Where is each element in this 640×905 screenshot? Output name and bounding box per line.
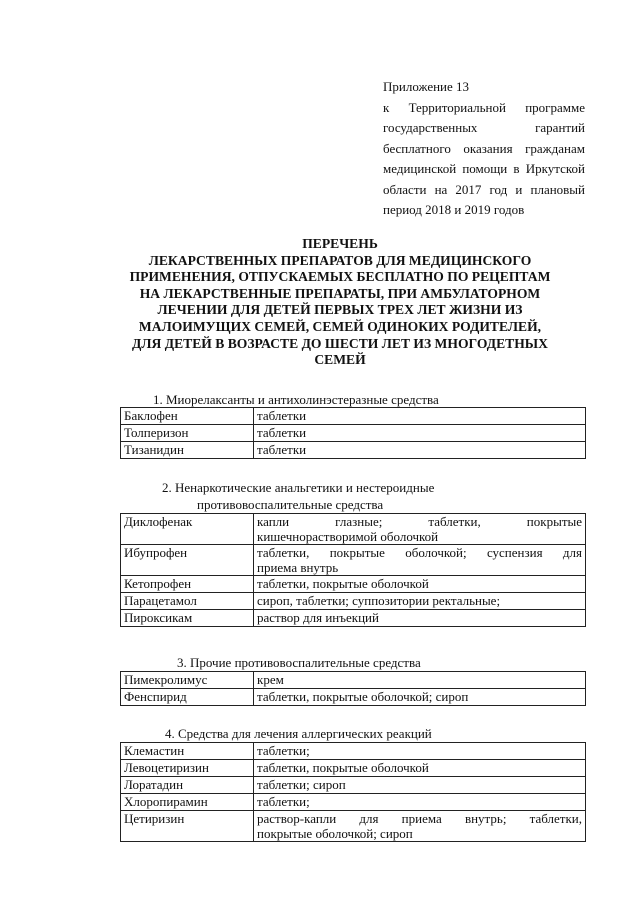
table-row	[121, 576, 586, 593]
appendix-number: Приложение 13	[383, 79, 470, 94]
section-2-heading-cont: противовоспалительные средства	[197, 497, 384, 512]
drug-form: сироп, таблетки; суппозитории ректальные;	[254, 593, 586, 610]
section-2-table	[120, 513, 586, 627]
table-row	[121, 672, 586, 689]
drug-name: Пироксикам	[121, 610, 254, 627]
drug-form: таблетки;	[254, 794, 586, 811]
section-3-heading: 3. Прочие противовоспалительные средства	[177, 655, 421, 670]
drug-form: таблетки	[254, 442, 586, 459]
drug-name: Хлоропирамин	[121, 794, 254, 811]
drug-name: Фенспирид	[121, 689, 254, 706]
appendix-text-line: период 2018 и 2019 годов	[383, 202, 525, 217]
section-2-heading: 2. Ненаркотические анальгетики и нестероидные	[162, 480, 435, 495]
drug-form: таблетки;	[254, 743, 586, 760]
document-title	[100, 236, 580, 369]
drug-form-line: кишечнорастворимой оболочкой	[257, 529, 439, 544]
drug-form-line: покрытые оболочкой; сироп	[257, 826, 413, 841]
drug-name: Баклофен	[121, 408, 254, 425]
title-line: ПЕРЕЧЕНЬ	[302, 236, 378, 251]
drug-form	[254, 514, 586, 545]
drug-form: таблетки, покрытые оболочкой; сироп	[254, 689, 586, 706]
table-row	[121, 794, 586, 811]
drug-name: Клемастин	[121, 743, 254, 760]
table-row	[121, 743, 586, 760]
title-line: ЛЕКАРСТВЕННЫХ ПРЕПАРАТОВ ДЛЯ МЕДИЦИНСКОГО	[148, 252, 532, 268]
title-line: ЛЕЧЕНИИ ДЛЯ ДЕТЕЙ ПЕРВЫХ ТРЕХ ЛЕТ ЖИЗНИ ИЗ	[157, 302, 523, 318]
drug-form: таблетки	[254, 425, 586, 442]
table-row	[121, 442, 586, 459]
drug-name: Левоцетиризин	[121, 760, 254, 777]
title-line: МАЛОИМУЩИХ СЕМЕЙ, СЕМЕЙ ОДИНОКИХ РОДИТЕЛЕЙ,	[138, 318, 542, 334]
appendix-text-line: медицинской помощи в Иркутской	[383, 161, 585, 176]
table-row	[121, 425, 586, 442]
drug-form-line: раствор-капли для приема внутрь; таблетки,	[257, 811, 582, 826]
table-row	[121, 760, 586, 777]
table-row	[121, 610, 586, 627]
table-row	[121, 545, 586, 576]
table-row	[121, 811, 586, 842]
appendix-text-line: бесплатного оказания гражданам	[383, 140, 585, 156]
drug-form: таблетки, покрытые оболочкой	[254, 576, 586, 593]
drug-form: таблетки; сироп	[254, 777, 586, 794]
appendix-text-line: области на 2017 год и плановый	[383, 181, 585, 197]
table-row	[121, 408, 586, 425]
drug-name: Лоратадин	[121, 777, 254, 794]
section-3-table	[120, 671, 586, 706]
drug-form: таблетки	[254, 408, 586, 425]
drug-form	[254, 545, 586, 576]
table-row	[121, 593, 586, 610]
drug-form: таблетки, покрытые оболочкой	[254, 760, 586, 777]
table-row	[121, 777, 586, 794]
drug-name: Ибупрофен	[121, 545, 254, 576]
section-4-table	[120, 742, 586, 842]
title-line: СЕМЕЙ	[314, 352, 366, 368]
section-4-heading: 4. Средства для лечения аллергических реакций	[165, 726, 432, 741]
drug-form: раствор для инъекций	[254, 610, 586, 627]
drug-form-line: таблетки, покрытые оболочкой; суспензия для	[257, 545, 582, 560]
drug-name: Парацетамол	[121, 593, 254, 610]
drug-name: Диклофенак	[121, 514, 254, 545]
appendix-text-line: государственных гарантий	[383, 120, 585, 135]
section-1-table	[120, 407, 586, 459]
drug-name: Пимекролимус	[121, 672, 254, 689]
table-row	[121, 514, 586, 545]
drug-form-line: капли глазные; таблетки, покрытые	[257, 514, 582, 529]
title-line: ДЛЯ ДЕТЕЙ В ВОЗРАСТЕ ДО ШЕСТИ ЛЕТ ИЗ МНОГОДЕТНЫХ	[132, 335, 548, 351]
drug-name: Кетопрофен	[121, 576, 254, 593]
section-1-heading: 1. Миорелаксанты и антихолинэстеразные средства	[153, 392, 439, 407]
appendix-text-line: к Территориальной программе	[383, 99, 585, 115]
drug-form-line: приема внутрь	[257, 560, 339, 575]
title-line: ПРИМЕНЕНИЯ, ОТПУСКАЕМЫХ БЕСПЛАТНО ПО РЕЦЕПТАМ	[129, 269, 551, 285]
drug-name: Толперизон	[121, 425, 254, 442]
title-line: НА ЛЕКАРСТВЕННЫЕ ПРЕПАРАТЫ, ПРИ АМБУЛАТОРНОМ	[139, 285, 541, 301]
drug-name: Тизанидин	[121, 442, 254, 459]
drug-name: Цетиризин	[121, 811, 254, 842]
drug-form: крем	[254, 672, 586, 689]
appendix-reference	[383, 77, 585, 221]
table-row	[121, 689, 586, 706]
drug-form	[254, 811, 586, 842]
